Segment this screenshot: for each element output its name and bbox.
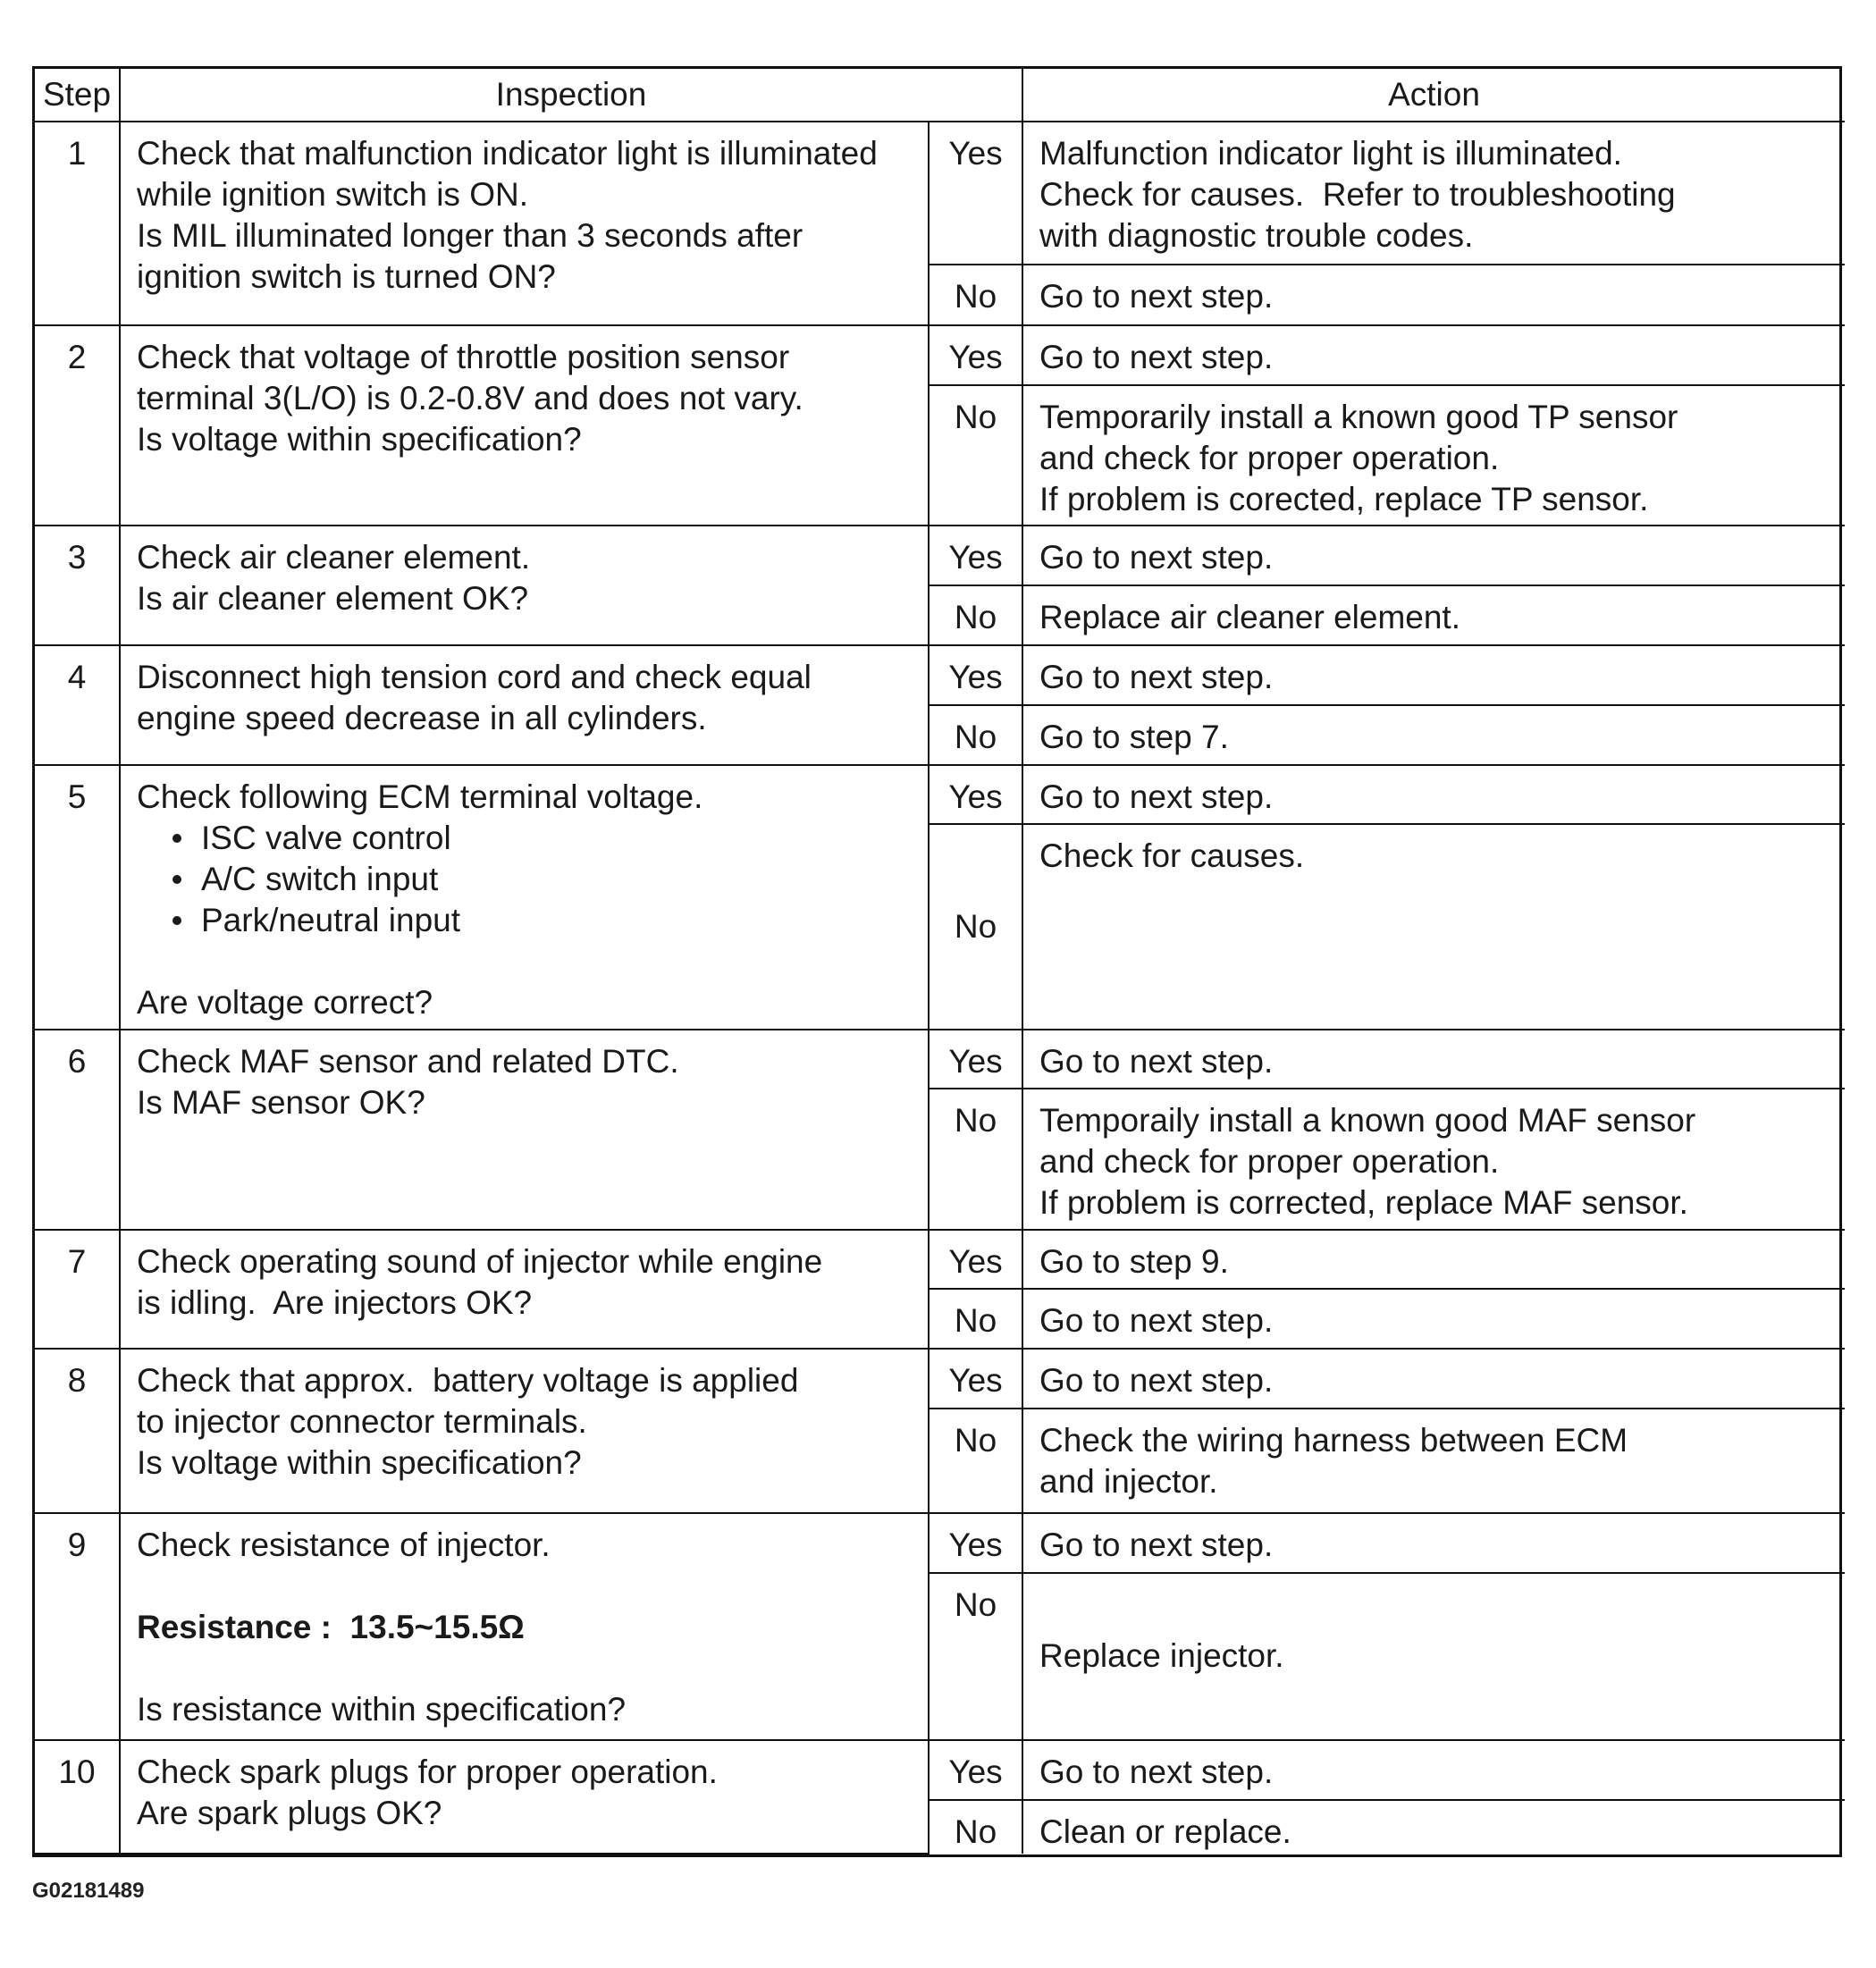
- text-line: engine speed decrease in all cylinders.: [137, 699, 707, 736]
- resistance-spec: Resistance : 13.5~15.5Ω: [137, 1608, 525, 1645]
- yes-label: Yes: [929, 1230, 1022, 1290]
- text-line: Temporaily install a known good MAF sensor: [1039, 1102, 1696, 1140]
- text-line: Check that approx. battery voltage is applied: [137, 1362, 799, 1400]
- yes-action: [1022, 1349, 1845, 1409]
- yes-action: [1022, 122, 1845, 265]
- yes-label: Yes: [929, 1740, 1022, 1800]
- text-line: and check for proper operation.: [1039, 439, 1500, 476]
- no-label: No: [929, 824, 1022, 1029]
- inspection-bullet: A/C switch input: [167, 859, 910, 900]
- step-row: [35, 1513, 1845, 1573]
- text-line: Check that voltage of throttle position sensor: [137, 339, 790, 376]
- yes-action: [1022, 645, 1845, 705]
- no-action: [1022, 1409, 1845, 1513]
- inspection-bullet: ISC valve control: [167, 818, 910, 859]
- no-action: [1022, 1573, 1845, 1741]
- text-line: Go to step 7.: [1039, 718, 1229, 755]
- no-label: No: [929, 385, 1022, 526]
- yes-label: Yes: [929, 325, 1022, 385]
- inspection-cell: [120, 1740, 929, 1854]
- text-line: with diagnostic trouble codes.: [1039, 217, 1474, 254]
- inspection-cell: [120, 765, 929, 1030]
- no-label: No: [929, 1409, 1022, 1513]
- inspection-cell: [120, 526, 929, 645]
- step-row: [35, 526, 1845, 585]
- step-number: 9: [35, 1513, 120, 1740]
- text-line: Check MAF sensor and related DTC.: [137, 1042, 679, 1080]
- text-line: Go to step 9.: [1039, 1242, 1229, 1280]
- text-line: Go to next step.: [1039, 278, 1274, 315]
- no-label: No: [929, 1089, 1022, 1229]
- text-line: Check the wiring harness between ECM: [1039, 1422, 1628, 1459]
- inspection-cell: [120, 122, 929, 325]
- text-line: Is voltage within specification?: [137, 1444, 582, 1482]
- yes-label: Yes: [929, 1513, 1022, 1573]
- step-number: 1: [35, 122, 120, 325]
- step-row: [35, 1740, 1845, 1800]
- yes-label: Yes: [929, 645, 1022, 705]
- step-number: 5: [35, 765, 120, 1030]
- step-row: [35, 1030, 1845, 1089]
- step-number: 2: [35, 325, 120, 526]
- text-line: ignition switch is turned ON?: [137, 258, 556, 295]
- yes-action: [1022, 765, 1845, 825]
- figure-id: G02181489: [32, 1879, 145, 1903]
- troubleshooting-table-frame: [32, 66, 1842, 1857]
- step-number: 6: [35, 1030, 120, 1230]
- inspection-cell: [120, 645, 929, 765]
- no-label: No: [929, 265, 1022, 325]
- header-action: Action: [1022, 69, 1845, 122]
- text-line: Replace injector.: [1039, 1637, 1284, 1675]
- step-row: [35, 122, 1845, 265]
- text-line: Is voltage within specification?: [137, 421, 582, 458]
- no-action: [1022, 385, 1845, 526]
- text-line: terminal 3(L/O) is 0.2-0.8V and does not vary.: [137, 380, 803, 417]
- text-line: Check air cleaner element.: [137, 539, 531, 576]
- inspection-intro: Check following ECM terminal voltage.: [137, 778, 703, 815]
- step-row: [35, 765, 1845, 825]
- yes-action: [1022, 325, 1845, 385]
- text-line: Go to next step.: [1039, 339, 1274, 376]
- text-line: while ignition switch is ON.: [137, 176, 528, 213]
- yes-label: Yes: [929, 1030, 1022, 1089]
- step-row: [35, 645, 1845, 705]
- text-line: Check operating sound of injector while engine: [137, 1242, 823, 1280]
- no-action: [1022, 585, 1845, 645]
- header-step: Step: [35, 69, 120, 122]
- text-line: is idling. Are injectors OK?: [137, 1283, 533, 1321]
- yes-action: [1022, 1230, 1845, 1290]
- text-line: Malfunction indicator light is illuminated.: [1039, 135, 1622, 172]
- text-line: Check spark plugs for proper operation.: [137, 1754, 718, 1791]
- text-line: Go to next step.: [1039, 658, 1274, 695]
- inspection-question: Are voltage correct?: [137, 983, 433, 1021]
- text-line: If problem is corected, replace TP sensor.: [1039, 480, 1649, 517]
- inspection-bullet-list: [137, 818, 910, 941]
- text-line: Are spark plugs OK?: [137, 1795, 442, 1832]
- text-line: Temporarily install a known good TP sensor: [1039, 398, 1678, 435]
- text-line: Is MIL illuminated longer than 3 seconds after: [137, 217, 803, 254]
- inspection-cell: [120, 1030, 929, 1230]
- inspection-cell: [120, 325, 929, 526]
- text-line: Disconnect high tension cord and check equal: [137, 658, 812, 695]
- no-action: [1022, 824, 1845, 1029]
- text-line: Go to next step.: [1039, 1042, 1274, 1080]
- troubleshooting-table: [35, 69, 1845, 1854]
- text-line: Clean or replace.: [1039, 1813, 1291, 1851]
- no-label: No: [929, 1800, 1022, 1854]
- inspection-question: Is resistance within specification?: [137, 1690, 627, 1728]
- text-line: Is MAF sensor OK?: [137, 1083, 425, 1121]
- step-number: 3: [35, 526, 120, 645]
- step-number: 8: [35, 1349, 120, 1512]
- text-line: If problem is corrected, replace MAF sensor.: [1039, 1184, 1688, 1222]
- no-action: [1022, 705, 1845, 765]
- no-action: [1022, 1089, 1845, 1229]
- inspection-cell: [120, 1349, 929, 1512]
- yes-action: [1022, 1030, 1845, 1089]
- text-line: Go to next step.: [1039, 1754, 1274, 1791]
- no-label: No: [929, 1573, 1022, 1741]
- step-row: [35, 1349, 1845, 1409]
- yes-action: [1022, 1513, 1845, 1573]
- inspection-cell: [120, 1230, 929, 1350]
- text-line: Check for causes. Refer to troubleshooting: [1039, 176, 1676, 213]
- step-number: 7: [35, 1230, 120, 1350]
- yes-label: Yes: [929, 765, 1022, 825]
- text-line: and check for proper operation.: [1039, 1143, 1500, 1181]
- no-label: No: [929, 1289, 1022, 1349]
- step-number: 10: [35, 1740, 120, 1854]
- text-line: and injector.: [1039, 1463, 1218, 1501]
- text-line: Go to next step.: [1039, 1302, 1274, 1340]
- text-line: Go to next step.: [1039, 1362, 1274, 1400]
- no-label: No: [929, 585, 1022, 645]
- no-action: [1022, 1289, 1845, 1349]
- text-line: Is air cleaner element OK?: [137, 580, 529, 618]
- header-inspection: Inspection: [120, 69, 1022, 122]
- step-number: 4: [35, 645, 120, 765]
- text-line: Check that malfunction indicator light is illuminated: [137, 135, 878, 172]
- no-action: [1022, 1800, 1845, 1854]
- step-row: [35, 325, 1845, 385]
- text-line: Replace air cleaner element.: [1039, 598, 1460, 635]
- yes-action: [1022, 1740, 1845, 1800]
- step-row: [35, 1230, 1845, 1290]
- text-line: Check for causes.: [1039, 837, 1305, 875]
- text-line: Go to next step.: [1039, 778, 1274, 815]
- inspection-bullet: Park/neutral input: [167, 900, 910, 941]
- no-action: [1022, 265, 1845, 325]
- yes-label: Yes: [929, 1349, 1022, 1409]
- text-line: to injector connector terminals.: [137, 1403, 587, 1441]
- inspection-intro: Check resistance of injector.: [137, 1526, 551, 1563]
- text-line: Go to next step.: [1039, 539, 1274, 576]
- yes-label: Yes: [929, 526, 1022, 585]
- no-label: No: [929, 705, 1022, 765]
- inspection-cell: [120, 1513, 929, 1740]
- yes-action: [1022, 526, 1845, 585]
- yes-label: Yes: [929, 122, 1022, 265]
- text-line: Go to next step.: [1039, 1526, 1274, 1563]
